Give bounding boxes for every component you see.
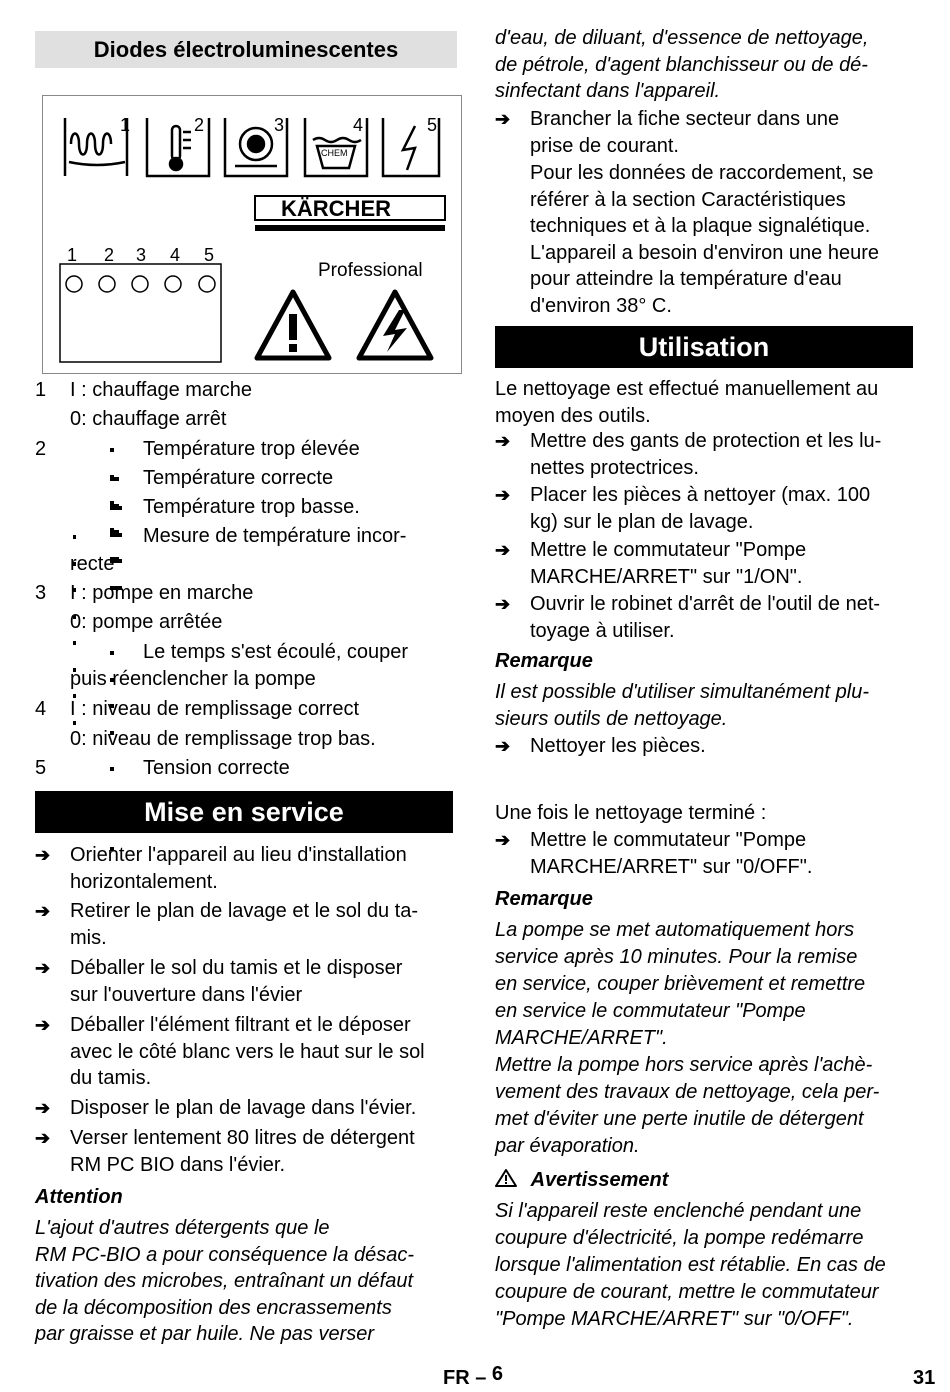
warning-heading: Avertissement	[495, 1167, 668, 1194]
blink-medium-icon	[110, 477, 125, 481]
blink-slow-icon	[110, 767, 125, 771]
arrow-right-icon: ➔	[495, 431, 511, 451]
list-item: ➔ Retirer le plan de lavage et le sol du ta- mis.	[35, 900, 418, 949]
heating-coil-icon	[65, 118, 127, 176]
list-item: ➔ Placer les pièces à nettoyer (max. 100 kg) sur le plan de lavage.	[495, 484, 871, 533]
remark-heading: Remarque	[495, 650, 593, 672]
control-panel-figure	[42, 95, 462, 374]
attention-text: L'ajout d'autres détergents que le RM PC-BIO a pour conséquence la désac- tivation des microbes, entraînant un défaut de la décomposition des encrassements par graisse et par huile. Ne pas verser	[35, 1217, 415, 1345]
attention-heading: Attention	[35, 1186, 123, 1208]
arrow-right-icon: ➔	[495, 736, 511, 756]
warning-icon	[495, 1168, 517, 1188]
arrow-right-icon: ➔	[35, 901, 51, 921]
remark-text: Il est possible d'utiliser simultanément plu- sieurs outils de nettoyage.	[495, 681, 869, 730]
page-number: 31	[913, 1367, 936, 1389]
list-item: ➔ Mettre le commutateur "Pompe MARCHE/ARRET" sur "1/ON".	[495, 539, 807, 588]
list-item: ➔ Disposer le plan de lavage dans l'évier.	[35, 1095, 480, 1122]
list-item: ➔ Orienter l'appareil au lieu d'installation horizontalement.	[35, 844, 407, 893]
led-number-3: 3	[136, 245, 147, 265]
led-panel	[60, 264, 221, 362]
continued-text: d'eau, de diluant, d'essence de nettoyage, de pétrole, d'agent blanchisseur ou de dé- sinfectant dans l'appareil.	[495, 27, 869, 102]
list-item: ➔ Mettre le commutateur "Pompe MARCHE/ARRET" sur "0/OFF".	[495, 829, 813, 878]
arrow-right-icon: ➔	[495, 594, 511, 614]
arrow-right-icon: ➔	[35, 1128, 51, 1148]
arrow-right-icon: ➔	[35, 958, 51, 978]
section-subheading: Diodes électroluminescentes	[35, 31, 457, 68]
arrow-right-icon: ➔	[495, 109, 511, 129]
chem-label: CHEM	[321, 148, 348, 158]
section-title-utilisation: Utilisation	[495, 326, 913, 368]
led-number-5: 5	[204, 245, 215, 265]
list-item: ➔ Déballer l'élément filtrant et le déposer avec le côté blanc vers le haut sur le sol du tamis.	[35, 1014, 425, 1089]
blink-rapid-icon	[73, 535, 82, 539]
icon-number-2: 2	[194, 115, 205, 135]
icon-number-3: 3	[274, 115, 285, 135]
connection-info: Pour les données de raccordement, se référer à la section Caractéristiques techniques et à la plaque signalétique. L'appareil a besoin d'environ une heure pour atteindre la température d'eau d'environ 38° C.	[530, 162, 880, 317]
arrow-right-icon: ➔	[35, 845, 51, 865]
blink-slow-icon	[110, 651, 125, 655]
list-item: ➔ Nettoyer les pièces.	[495, 733, 950, 760]
led-number-1: 1	[67, 245, 78, 265]
blink-slow-icon	[110, 448, 125, 452]
arrow-right-icon: ➔	[495, 540, 511, 560]
list-item: ➔ Ouvrir le robinet d'arrêt de l'outil de net- toyage à utiliser.	[495, 593, 881, 642]
list-item: ➔ Mettre des gants de protection et les lu- nettes protectrices.	[495, 430, 882, 479]
remark-heading: Remarque	[495, 888, 593, 910]
icon-number-1: 1	[120, 115, 131, 135]
after-cleaning-text: Une fois le nettoyage terminé :	[495, 802, 767, 824]
blink-fast-icon	[110, 506, 128, 510]
list-item: ➔ Verser lentement 80 litres de détergent RM PC BIO dans l'évier.	[35, 1127, 415, 1176]
arrow-right-icon: ➔	[35, 1015, 51, 1035]
arrow-right-icon: ➔	[495, 830, 511, 850]
arrow-right-icon: ➔	[35, 1098, 51, 1118]
brand-name: KÄRCHER	[281, 196, 391, 221]
section-title-mise-en-service: Mise en service	[35, 791, 453, 833]
warning-text: Si l'appareil reste enclenché pendant une coupure d'électricité, la pompe redémarre lorsque l'alimentation est rétablie. En cas de coupure de courant, mettre le commutateur "Pompe MARCHE/ARRET" sur "0/OFF".	[495, 1200, 886, 1330]
usage-intro: Le nettoyage est effectué manuellement au moyen des outils.	[495, 378, 879, 427]
control-panel-illustration	[43, 96, 461, 373]
brand-sub: Professional	[318, 260, 423, 281]
icon-number-5: 5	[427, 115, 438, 135]
footer-lang: FR – 6	[443, 1363, 504, 1389]
led-number-4: 4	[170, 245, 181, 265]
list-item: ➔ Déballer le sol du tamis et le disposer sur l'ouverture dans l'évier	[35, 957, 403, 1006]
remark-text: La pompe se met automatiquement hors service après 10 minutes. Pour la remise en service, couper brièvement et remettre en service le commutateur "Pompe MARCHE/ARRET". Mettre la pompe hors service après l'achè- vement des travaux de nettoyage, cela per- met d'éviter une perte inutile de détergent par évaporation.	[495, 919, 880, 1157]
arrow-right-icon: ➔	[495, 485, 511, 505]
icon-number-4: 4	[353, 115, 364, 135]
led-number-2: 2	[104, 245, 115, 265]
list-item: ➔ Brancher la fiche secteur dans une prise de courant.	[495, 108, 840, 157]
